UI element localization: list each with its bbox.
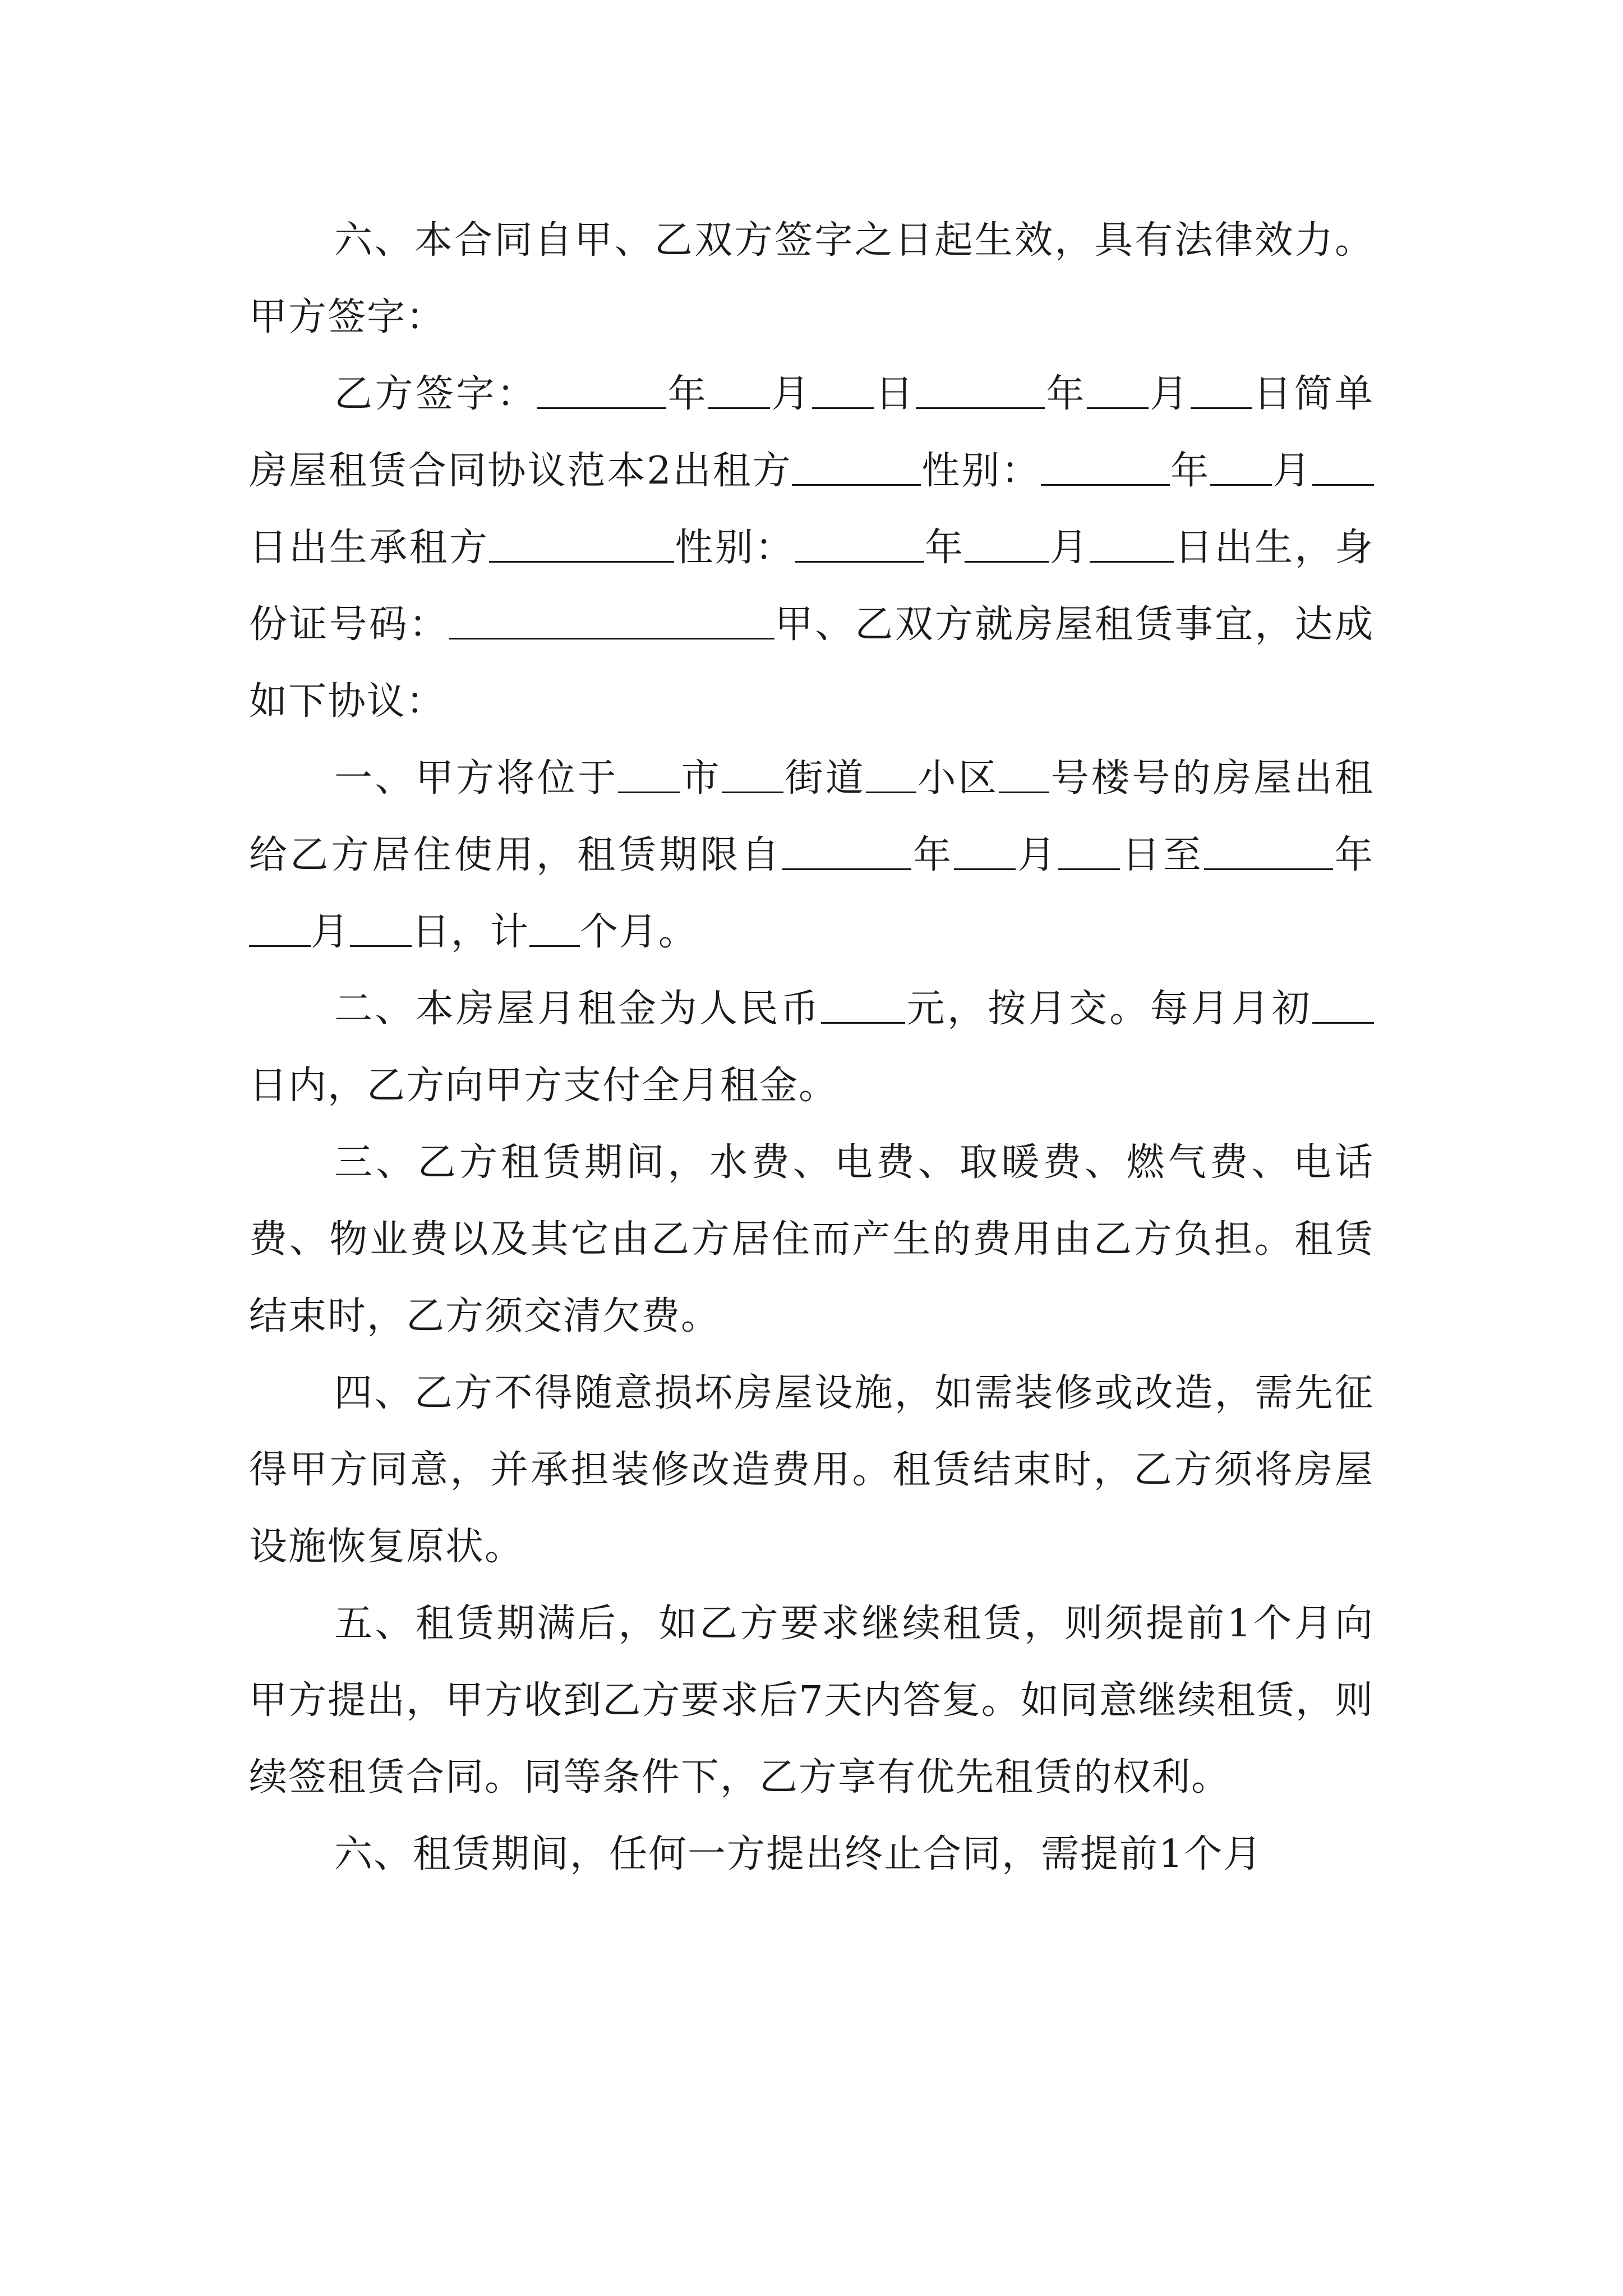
blank-field bbox=[1058, 835, 1120, 870]
blank-field bbox=[821, 988, 905, 1024]
date-label: 年 bbox=[1170, 449, 1211, 493]
date-label: 月 bbox=[1272, 449, 1312, 493]
clause-text: 街道 bbox=[783, 756, 866, 800]
gender-label: 性别： bbox=[921, 449, 1041, 493]
paragraph-signature-parties bbox=[249, 356, 1374, 740]
blank-field bbox=[449, 604, 774, 639]
blank-field bbox=[812, 374, 874, 409]
clause-text: 年 bbox=[1332, 833, 1374, 877]
blank-field bbox=[954, 835, 1016, 870]
clause-text: 日至 bbox=[1120, 833, 1204, 877]
clause-text: 月 bbox=[1016, 833, 1059, 877]
effective-clause-text: 六、本合同自甲、乙双方签字之日起生效，具有法律效力。甲方签字： bbox=[249, 218, 1374, 339]
clause-text: 号楼号的房屋出租给乙方居住使用，租赁期限自 bbox=[249, 756, 1374, 877]
date-label: 月 bbox=[1148, 372, 1191, 416]
clause-text: 日内，乙方向甲方支付全月租金。 bbox=[249, 1064, 838, 1108]
blank-field bbox=[350, 912, 412, 947]
paragraph-clause-3 bbox=[249, 1124, 1374, 1355]
paragraph-clause-2 bbox=[249, 970, 1374, 1124]
blank-field bbox=[537, 374, 666, 409]
gender-label: 性别： bbox=[674, 526, 795, 570]
clause-text: 三、乙方租赁期间，水费、电费、取暖费、燃气费、电话费、物业费以及其它由乙方居住而产生的费用由乙方负担。租赁结束时，乙方须交清欠费。 bbox=[249, 1140, 1374, 1338]
date-label: 年 bbox=[666, 372, 709, 416]
blank-field bbox=[618, 758, 680, 793]
lessee-label: 日出生承租方 bbox=[249, 526, 490, 570]
clause-text: 四、乙方不得随意损坏房屋设施，如需装修或改造，需先征得甲方同意，并承担装修改造费用。租赁结束时，乙方须将房屋设施恢复原状。 bbox=[249, 1371, 1374, 1569]
clause-text: 一、甲方将位于 bbox=[334, 756, 619, 800]
clause-text: 市 bbox=[680, 756, 722, 800]
blank-field bbox=[1087, 374, 1149, 409]
blank-field bbox=[782, 835, 911, 870]
blank-field bbox=[708, 374, 770, 409]
clause-text: 月 bbox=[311, 910, 351, 954]
clause-text: 年 bbox=[911, 833, 955, 877]
date-label: 月 bbox=[1049, 526, 1090, 570]
clause-text: 日，计 bbox=[412, 910, 530, 954]
clause-text: 小区 bbox=[916, 756, 999, 800]
blank-field bbox=[1204, 835, 1333, 870]
blank-field bbox=[965, 527, 1049, 563]
clause-text: 六、租赁期间，任何一方提出终止合同，需提前1个月 bbox=[334, 1832, 1263, 1876]
paragraph-clause-6 bbox=[249, 1816, 1374, 1893]
blank-field bbox=[795, 527, 924, 563]
clause-text: 个月。 bbox=[580, 910, 698, 954]
blank-field bbox=[529, 912, 580, 947]
clause-text: 二、本房屋月租金为人民币 bbox=[334, 987, 822, 1031]
date-label: 年 bbox=[924, 526, 965, 570]
blank-field bbox=[1312, 988, 1374, 1024]
paragraph-clause-5 bbox=[249, 1585, 1374, 1816]
paragraph-clause-4 bbox=[249, 1355, 1374, 1585]
clause-text: 五、租赁期满后，如乙方要求继续租赁，则须提前1个月向甲方提出，甲方收到乙方要求后7天内答复。如同意继续租赁，则续签租赁合同。同等条件下，乙方享有优先租赁的权利。 bbox=[249, 1602, 1374, 1800]
blank-field bbox=[489, 527, 674, 563]
date-label: 月 bbox=[770, 372, 812, 416]
id-number-label: 日出生，身份证号码： bbox=[249, 526, 1374, 647]
blank-field bbox=[999, 758, 1049, 793]
lessor-label: 日简单房屋租赁合同协议范本2出租方 bbox=[249, 372, 1374, 493]
date-label: 日 bbox=[873, 372, 916, 416]
blank-field bbox=[1191, 374, 1252, 409]
blank-field bbox=[916, 374, 1045, 409]
blank-field bbox=[792, 450, 921, 486]
signature-text: 乙方签字： bbox=[334, 372, 538, 416]
agreement-intro: 甲、乙双方就房屋租赁事宜，达成如下协议： bbox=[249, 602, 1374, 724]
blank-field bbox=[866, 758, 916, 793]
blank-field bbox=[1041, 450, 1170, 486]
blank-field bbox=[1090, 527, 1174, 563]
blank-field bbox=[249, 912, 311, 947]
paragraph-clause-1 bbox=[249, 740, 1374, 970]
date-label: 年 bbox=[1044, 372, 1087, 416]
blank-field bbox=[1210, 450, 1272, 486]
blank-field bbox=[722, 758, 783, 793]
paragraph-effective-clause bbox=[249, 202, 1374, 356]
clause-text: 元，按月交。每月月初 bbox=[905, 987, 1312, 1031]
blank-field bbox=[1312, 450, 1374, 486]
